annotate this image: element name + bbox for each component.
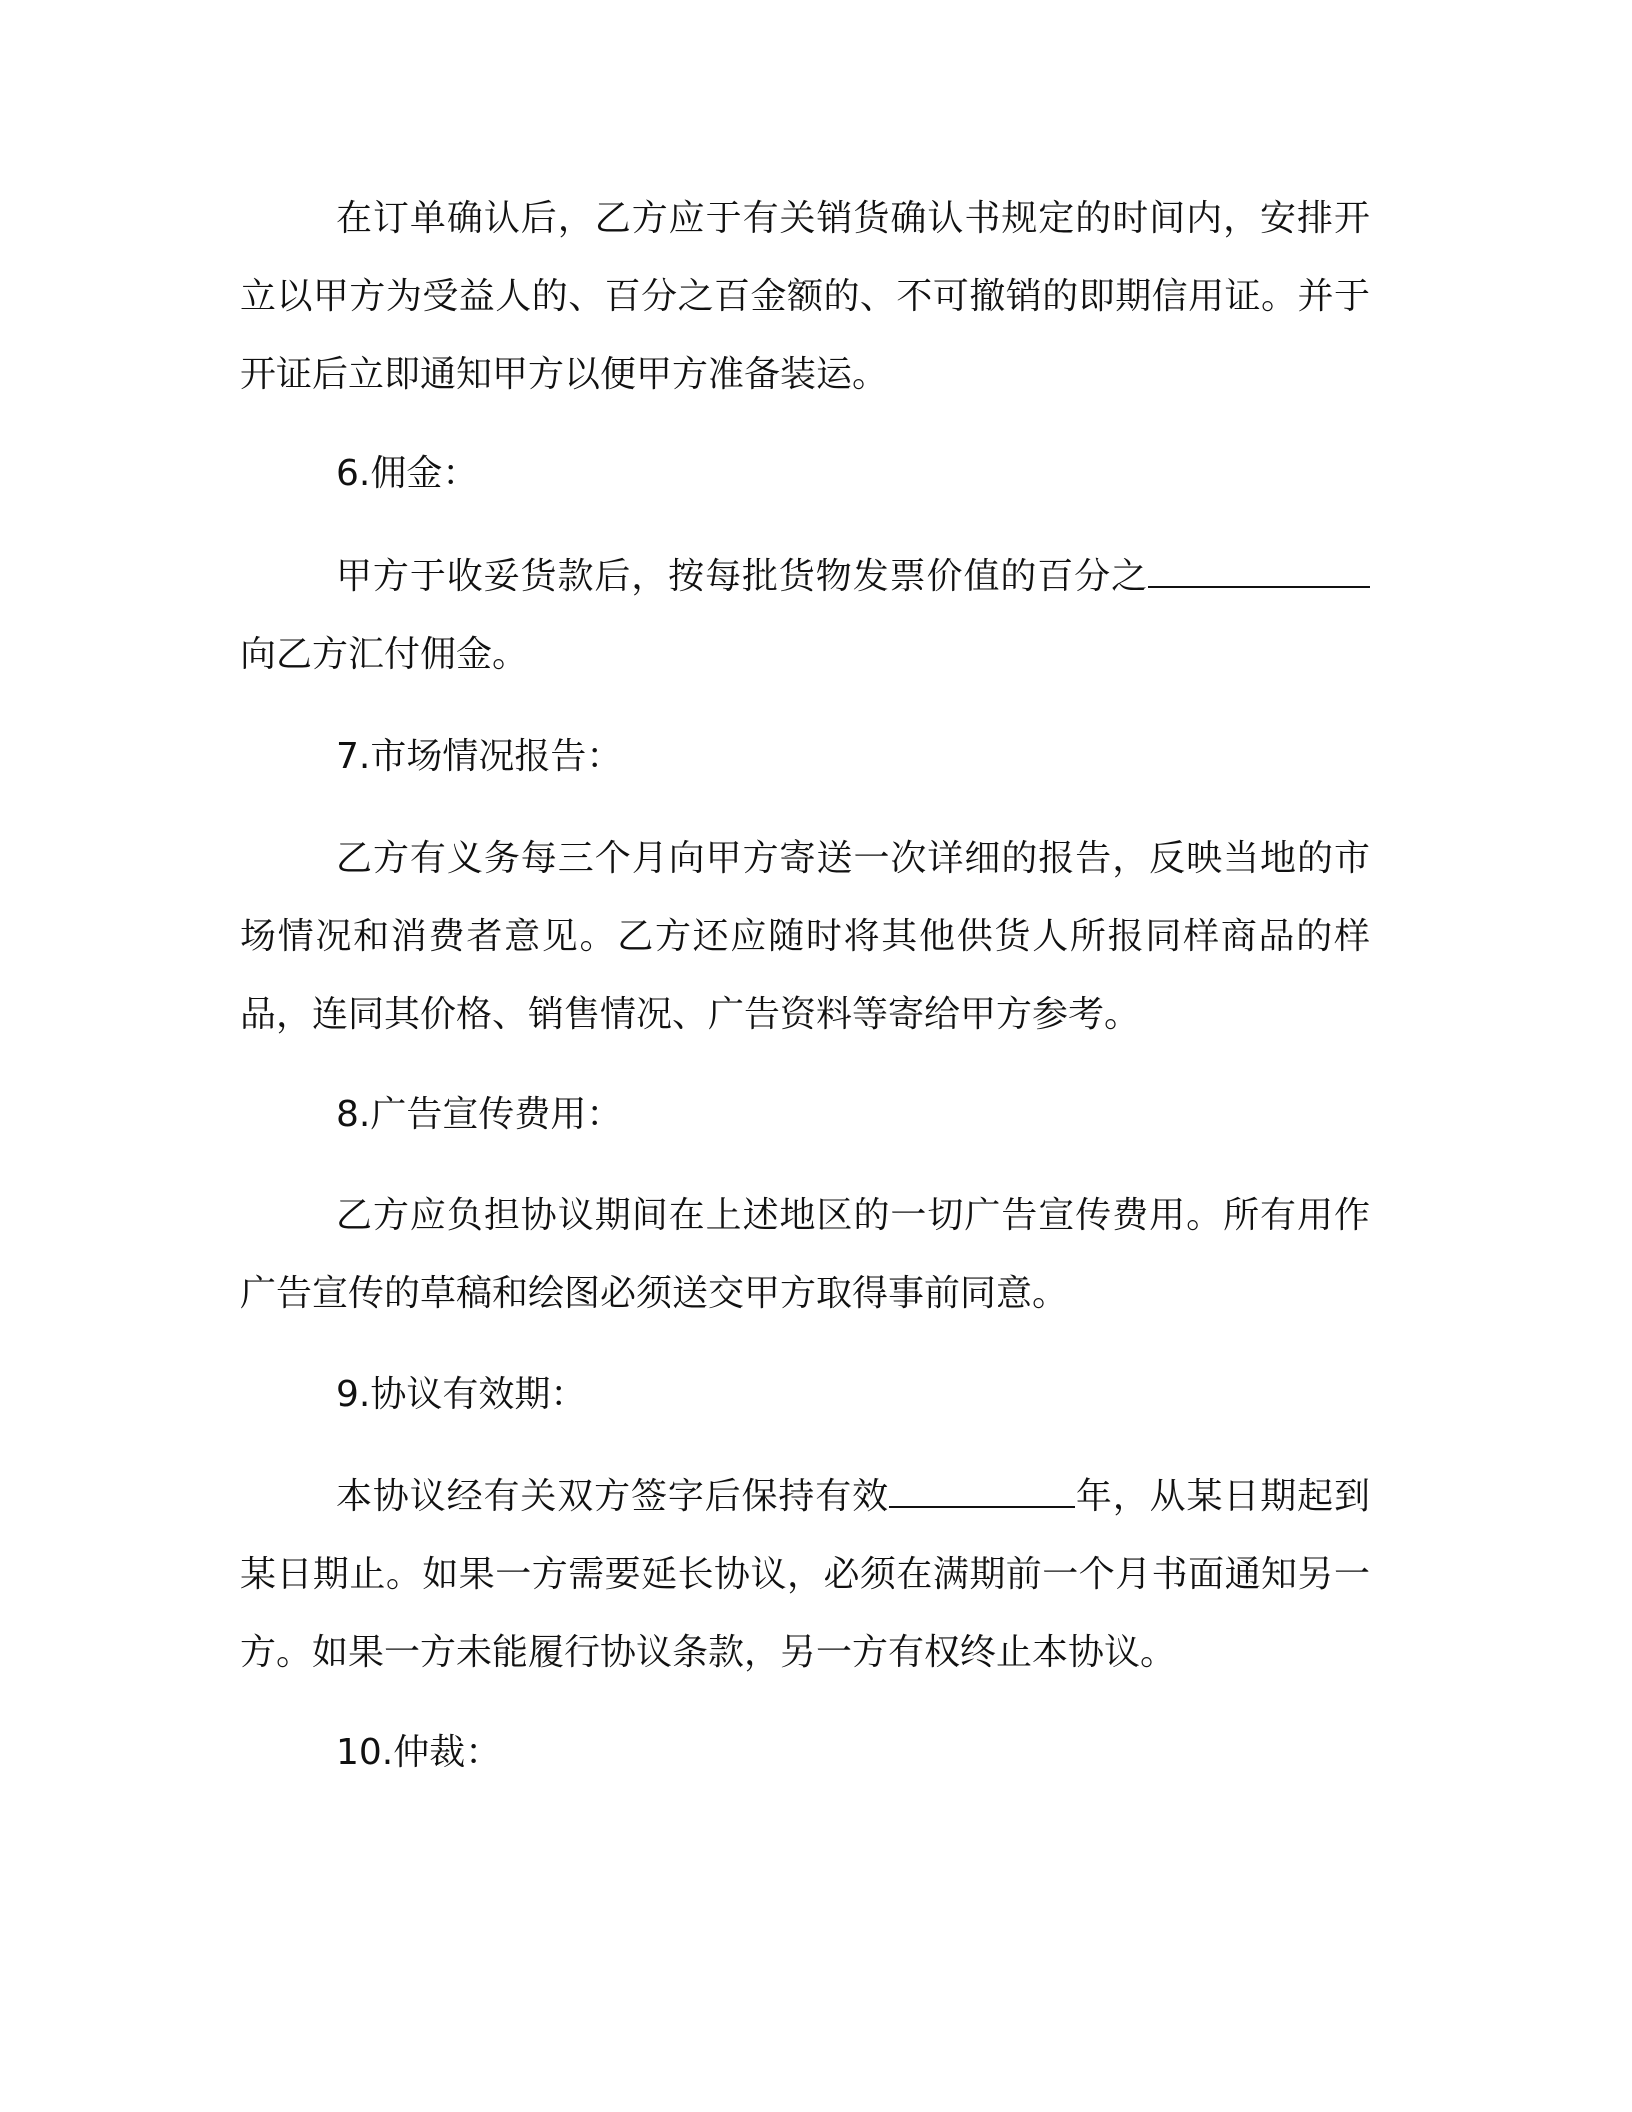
commission-percent-blank <box>1148 546 1370 588</box>
commission-text-before: 甲方于收妥货款后，按每批货物发票价值的百分之 <box>336 556 1148 597</box>
paragraph-letter-of-credit: 在订单确认后，乙方应于有关销货确认书规定的时间内，安排开立以甲方为受益人的、百分之百金额的、不可撤销的即期信用证。并于开证后立即通知甲方以便甲方准备装运。 <box>240 198 1370 395</box>
paragraph-validity <box>240 1458 1370 1692</box>
heading-commission: 6.佣金： <box>336 453 479 494</box>
heading-validity: 9.协议有效期： <box>336 1374 587 1415</box>
validity-text-after: 年，从某日期起到某日期止。如果一方需要延长协议，必须在满期前一个月书面通知另一方。如果一方未能履行协议条款，另一方有权终止本协议。 <box>240 1476 1370 1673</box>
heading-market-report: 7.市场情况报告： <box>336 736 623 777</box>
commission-text-after: 向乙方汇付佣金。 <box>240 634 529 675</box>
paragraph-commission <box>240 538 1370 694</box>
validity-text-before: 本协议经有关双方签字后保持有效 <box>336 1476 890 1517</box>
paragraph-advertising: 乙方应负担协议期间在上述地区的一切广告宣传费用。所有用作广告宣传的草稿和绘图必须送交甲方取得事前同意。 <box>240 1195 1370 1314</box>
heading-advertising: 8.广告宣传费用： <box>336 1094 623 1135</box>
heading-arbitration: 10.仲裁： <box>336 1732 502 1773</box>
paragraph-market-report: 乙方有义务每三个月向甲方寄送一次详细的报告，反映当地的市场情况和消费者意见。乙方还应随时将其他供货人所报同样商品的样品，连同其价格、销售情况、广告资料等寄给甲方参考。 <box>240 838 1370 1035</box>
validity-years-blank <box>889 1466 1075 1508</box>
